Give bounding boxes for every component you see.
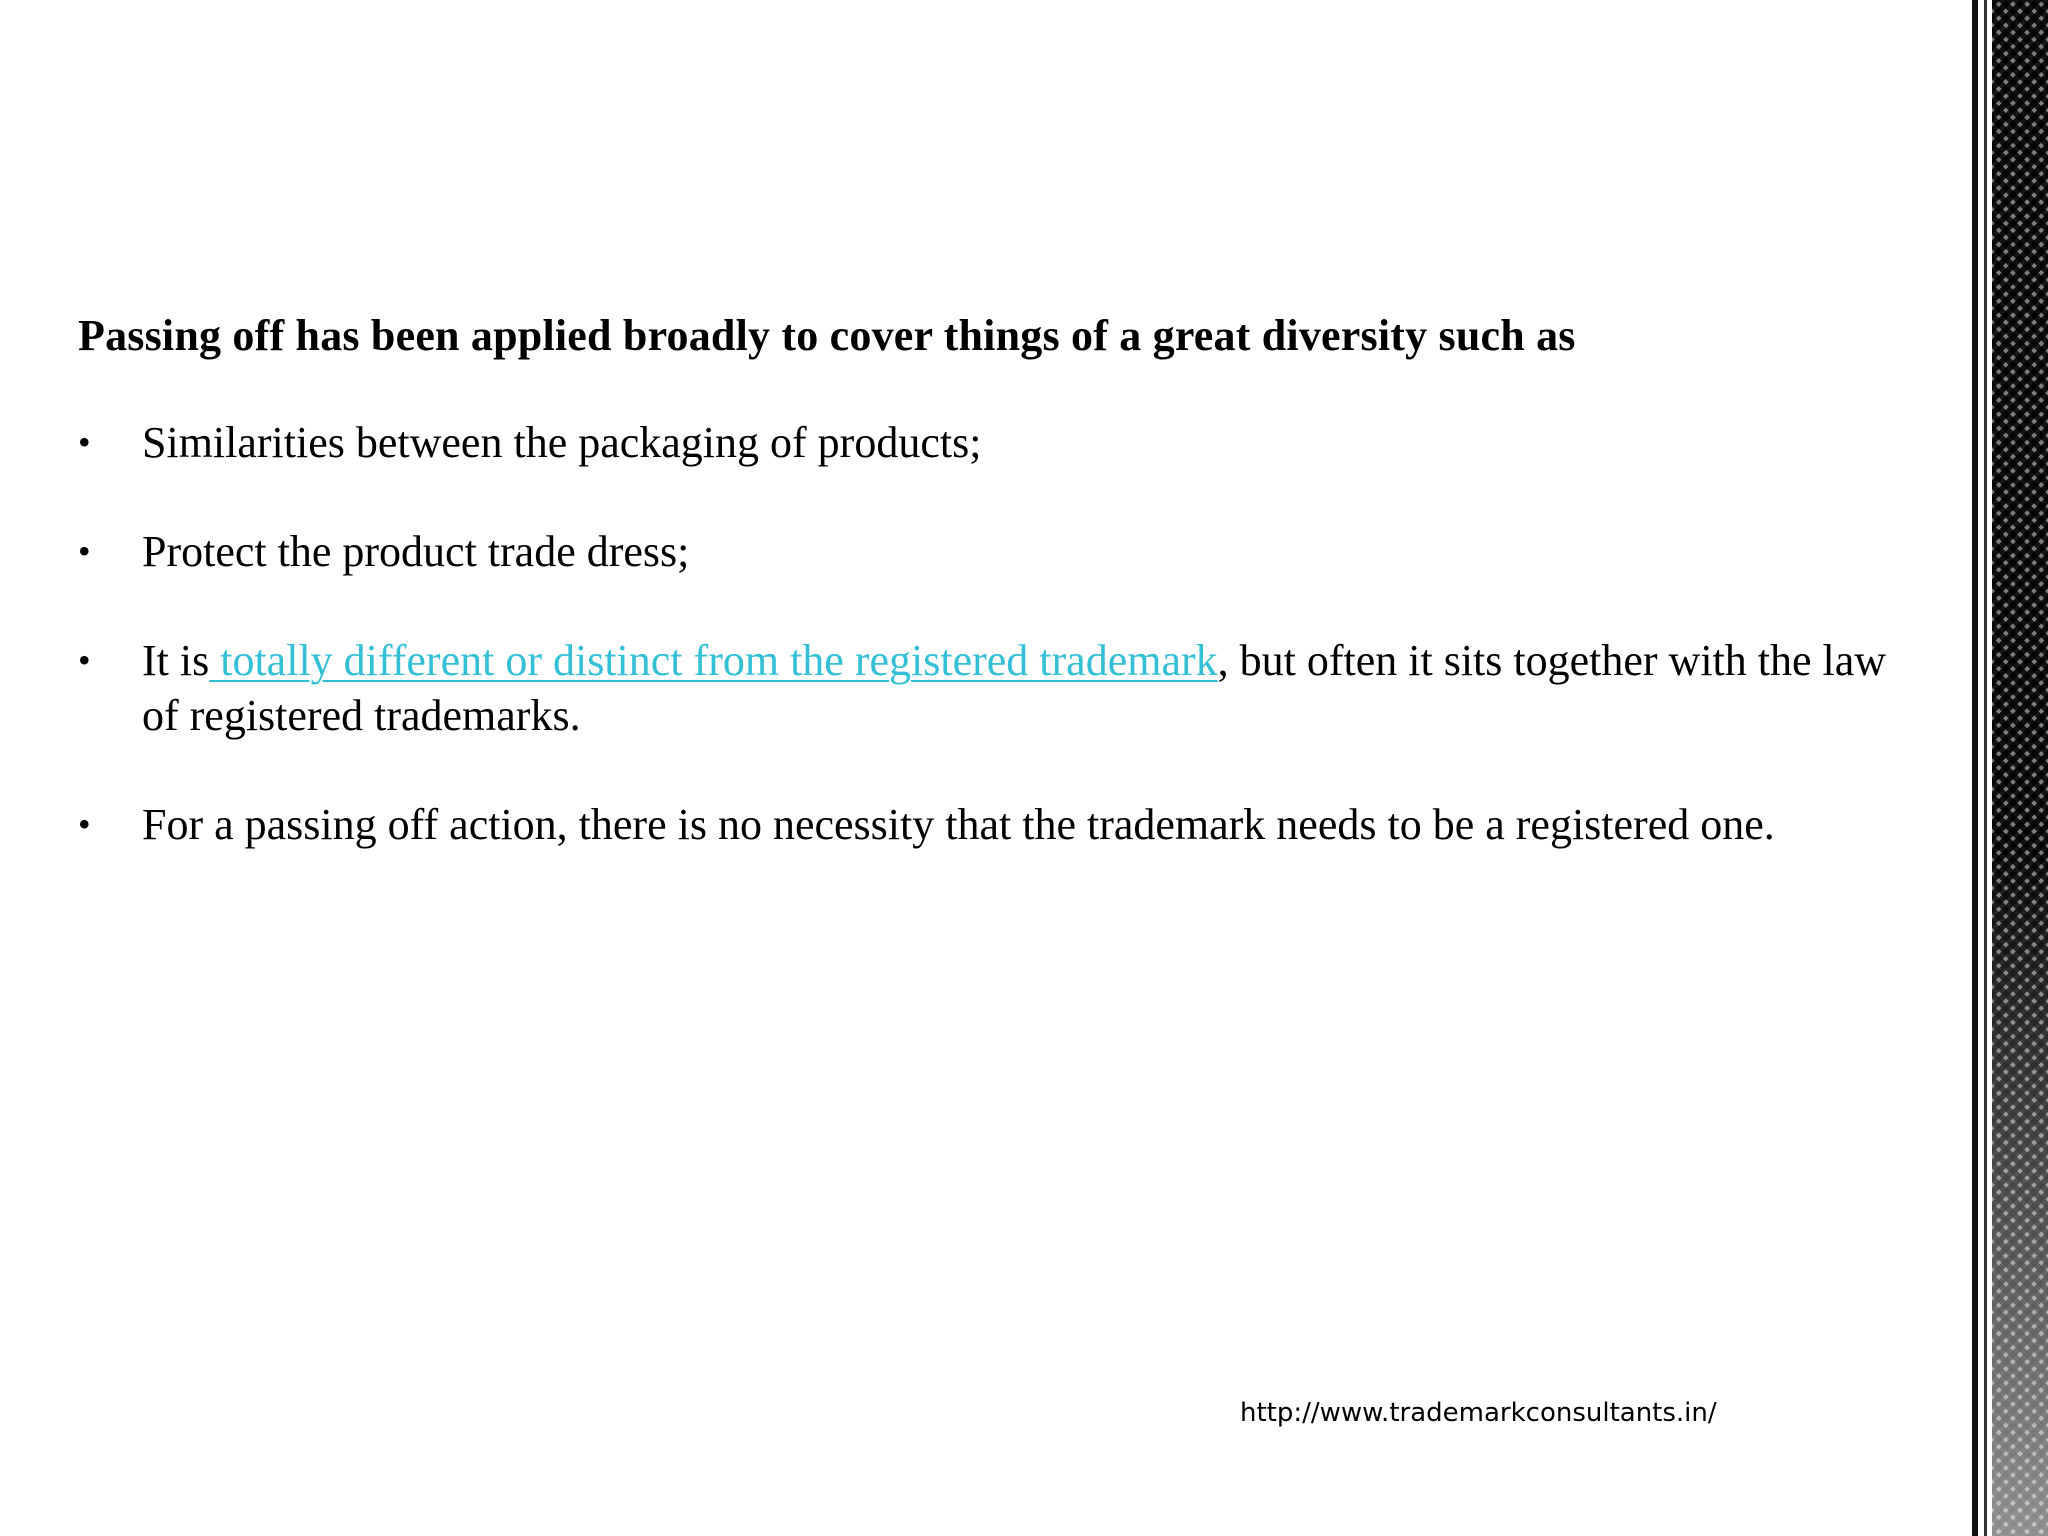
bullet-text-prefix: It is <box>142 636 210 685</box>
bullet-item <box>78 415 1898 470</box>
strip-edge-line <box>1972 0 1978 1536</box>
decorative-side-strip <box>1972 0 2048 1536</box>
trademark-link[interactable]: totally different or distinct from the registered trademark <box>209 636 1218 685</box>
slide-heading: Passing off has been applied broadly to cover things of a great diversity such as <box>78 311 1576 360</box>
bullet-dot-icon: • <box>78 640 91 680</box>
bullet-item <box>78 797 1898 852</box>
bullet-dot-icon: • <box>78 422 91 462</box>
bullet-dot-icon: • <box>78 804 91 844</box>
bullet-text: For a passing off action, there is no necessity that the trademark needs to be a registered one. <box>142 800 1775 849</box>
diamond-pattern-icon <box>1992 0 2048 1536</box>
bullet-text: Similarities between the packaging of products; <box>142 418 982 467</box>
footer-url: http://www.trademarkconsultants.in/ <box>1240 1398 1717 1428</box>
bullet-item <box>78 524 1898 579</box>
bullet-list <box>78 415 1898 852</box>
bullet-dot-icon: • <box>78 531 91 571</box>
bullet-text-suffix: , but often it sits together with the law of registered trademarks. <box>142 636 1887 740</box>
slide-content <box>78 308 1898 906</box>
bullet-text: Protect the product trade dress; <box>142 527 690 576</box>
strip-edge-line-inner <box>1984 0 1987 1536</box>
bullet-item <box>78 633 1898 743</box>
